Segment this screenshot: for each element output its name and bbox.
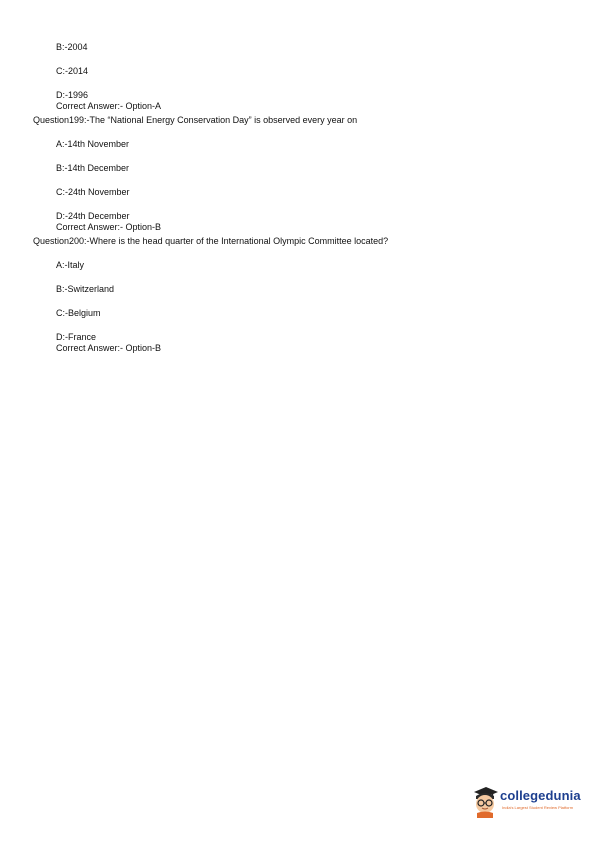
collegedunia-logo bbox=[470, 784, 580, 818]
logo-tagline: India's Largest Student Review Platform bbox=[502, 805, 574, 810]
option-b: B:-14th December bbox=[56, 163, 130, 173]
logo-wordmark: collegedunia bbox=[500, 788, 581, 803]
option-a: A:-14th November bbox=[56, 139, 130, 149]
option-b: B:-2004 bbox=[56, 42, 88, 52]
option-d: D:-1996 bbox=[56, 90, 89, 100]
option-a: A:-Italy bbox=[56, 260, 85, 270]
option-d: D:-24th December bbox=[56, 211, 130, 221]
option-c: C:-2014 bbox=[56, 66, 89, 76]
option-d: D:-France bbox=[56, 332, 97, 342]
option-c: C:-Belgium bbox=[56, 308, 101, 318]
option-b: B:-Switzerland bbox=[56, 284, 115, 294]
student-mascot-icon bbox=[470, 784, 500, 818]
option-c: C:-24th November bbox=[56, 187, 130, 197]
question-199: Question199:-The “National Energy Conservation Day” is observed every year on bbox=[33, 115, 358, 125]
correct-answer: Correct Answer:- Option-B bbox=[56, 222, 162, 232]
correct-answer: Correct Answer:- Option-A bbox=[56, 101, 162, 111]
question-200: Question200:-Where is the head quarter of the International Olympic Committee located? bbox=[33, 236, 389, 246]
correct-answer: Correct Answer:- Option-B bbox=[56, 343, 162, 353]
